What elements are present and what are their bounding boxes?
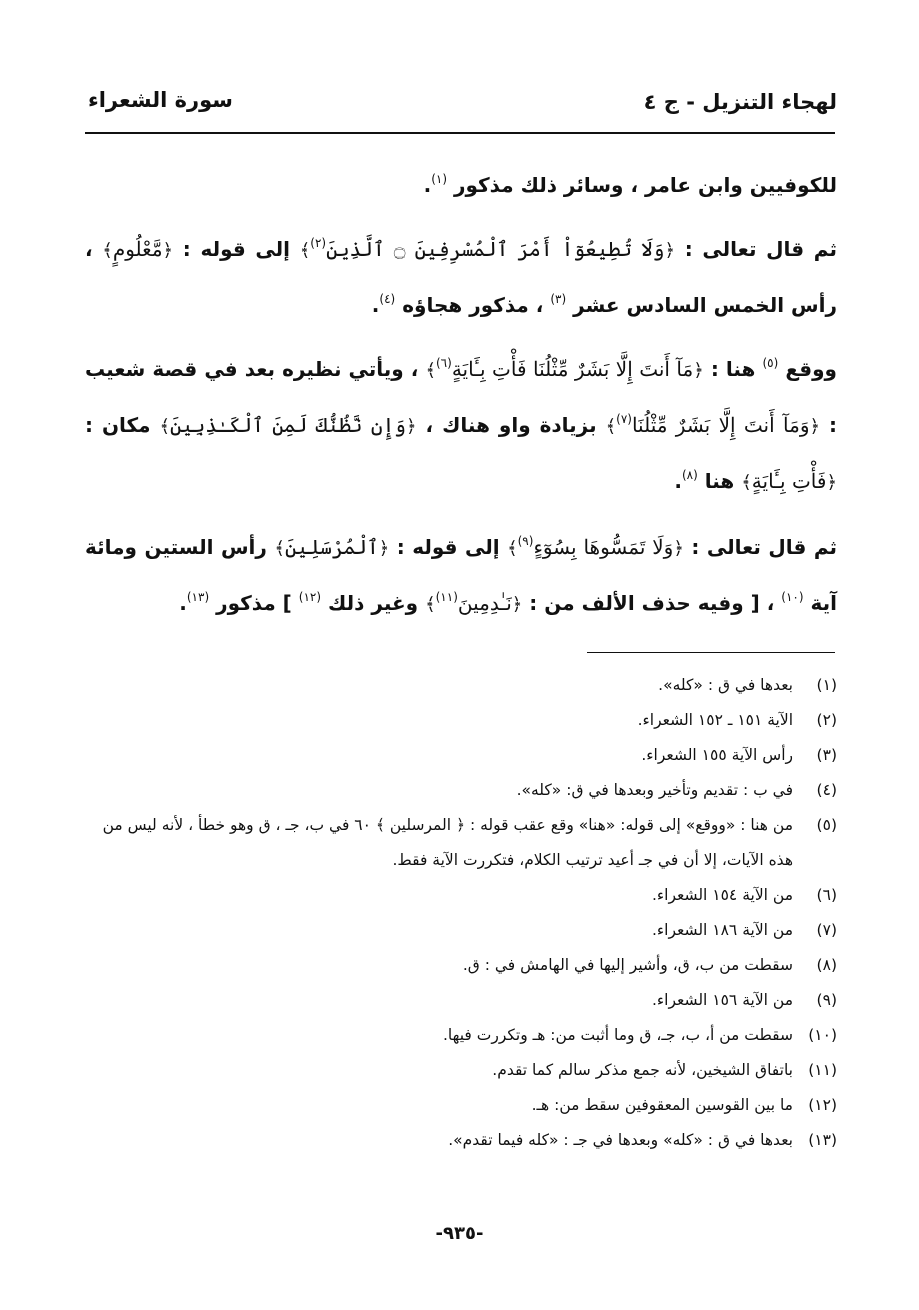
paragraph-1 xyxy=(85,158,837,212)
footnote-text: في ب : تقديم وتأخير وبعدها في ق: «كله». xyxy=(516,781,793,799)
footnote-text: ما بين القوسين المعقوفين سقط من: هـ. xyxy=(531,1096,793,1114)
running-header-surah: سورة الشعراء xyxy=(88,88,233,112)
footnotes xyxy=(85,668,837,1158)
footnote-text: بعدها في ق : «كله» وبعدها في جـ : «كله فيما تقدم». xyxy=(448,1131,793,1149)
note-ref: (٨) xyxy=(681,468,698,482)
text: ووقع xyxy=(785,357,837,381)
text: للكوفيين وابن عامر ، وسائر ذلك مذكور xyxy=(453,173,837,197)
ornate-bracket-close: ﴾ xyxy=(159,416,171,437)
text: ، مذكور هجاؤه xyxy=(402,293,544,317)
note-ref: (١) xyxy=(431,172,448,186)
footnote xyxy=(85,913,837,948)
ornate-bracket-close: ﴾ xyxy=(299,240,311,261)
footnote-text: رأس الآية ١٥٥ الشعراء. xyxy=(641,746,793,764)
ornate-bracket-open: ﴿ xyxy=(693,360,704,381)
text: بزيادة واو هناك ، xyxy=(425,413,597,437)
ornate-bracket-open: ﴿ xyxy=(162,240,174,261)
footnote-number: (٩) xyxy=(816,991,837,1009)
running-header-book-title: لهجاء التنزيل - ج ٤ xyxy=(643,90,837,114)
footnote xyxy=(85,1123,837,1158)
footnote-text: سقطت من ب، ق، وأشير إليها في الهامش في : ق. xyxy=(462,956,793,974)
ornate-bracket-close: ﴾ xyxy=(425,594,436,615)
note-ref: (٣) xyxy=(550,292,567,306)
footnote xyxy=(85,878,837,913)
footnote xyxy=(85,1018,837,1053)
quran-quote: مَآ أَنتَ إِلَّا بَشَرٌ مِّثْلُنَا فَأْتِ بِـَٔايَةٍ xyxy=(451,357,694,381)
footnote-number: (١١) xyxy=(808,1061,837,1079)
ornate-bracket-close: ﴾ xyxy=(102,240,113,261)
ornate-bracket-open: ﴿ xyxy=(406,416,417,437)
text: ، رأس الخمس السادس عشر xyxy=(85,237,837,317)
footnote-number: (٤) xyxy=(816,781,837,799)
footnote-text: باتفاق الشيخين، لأنه جمع مذكر سالم كما تقدم. xyxy=(492,1061,793,1079)
paragraph-4 xyxy=(85,520,837,632)
footnote xyxy=(85,1053,837,1088)
ornate-bracket-open: ﴿ xyxy=(809,416,821,437)
ornate-bracket-close: ﴾ xyxy=(507,538,518,559)
ornate-bracket-open: ﴿ xyxy=(664,240,676,261)
footnote-number: (٣) xyxy=(816,746,837,764)
text: . xyxy=(674,469,682,493)
footnote-text: بعدها في ق : «كله». xyxy=(658,676,793,694)
ornate-bracket-close: ﴾ xyxy=(605,416,617,437)
text: ] مذكور xyxy=(216,591,292,615)
footnote-number: (٦) xyxy=(816,886,837,904)
footnote xyxy=(85,948,837,983)
text: . xyxy=(179,591,187,615)
header-rule xyxy=(85,132,835,134)
text: مكان : xyxy=(85,413,151,437)
note-ref: (٥) xyxy=(762,356,779,370)
quran-quote: مَّعْلُومٍ xyxy=(112,237,163,261)
ornate-bracket-close: ﴾ xyxy=(274,538,285,559)
footnote xyxy=(85,773,837,808)
paragraph-3 xyxy=(85,342,837,510)
footnote-text: من الآية ١٥٤ الشعراء. xyxy=(651,886,793,904)
main-text xyxy=(85,158,837,642)
text: ثم قال تعالى : xyxy=(691,535,838,559)
footnote-text: من هنا : «ووقع» إلى قوله: «هنا» وقع عقب قوله : ﴿ المرسلين ﴾ ٦٠ في ب، جـ ، ق وهو خطأ ، لأنه ليس من هذه الآيات، إلا أن في جـ أعيد ترتيب الكلام، فتكررت الآية فقط. xyxy=(102,816,793,869)
footnote-text: سقطت من أ، ب، جـ، ق وما أثبت من: هـ وتكررت فيها. xyxy=(442,1026,793,1044)
text: ، ويأتي نظيره بعد في قصة شعيب : xyxy=(85,357,837,437)
footnote xyxy=(85,703,837,738)
quran-quote: وَلَا تَمَسُّوهَا بِسُوٓءٍ xyxy=(533,535,674,559)
quran-quote: فَأْتِ بِـَٔايَةٍ xyxy=(751,469,827,493)
text: إلى قوله : xyxy=(182,237,291,261)
footnote xyxy=(85,1088,837,1123)
text: وغير ذلك xyxy=(328,591,419,615)
ornate-bracket-open: ﴿ xyxy=(826,472,837,493)
note-ref: (١٠) xyxy=(781,590,804,604)
footnote-text: من الآية ١٨٦ الشعراء. xyxy=(651,921,793,939)
ornate-bracket-open: ﴿ xyxy=(511,594,523,615)
footnote-rule xyxy=(587,652,835,653)
text: ثم قال تعالى : xyxy=(684,237,837,261)
quran-quote: نَـٰدِمِينَ xyxy=(457,591,512,615)
quran-quote: وَلَا تُطِيعُوٓاْ أَمْرَ ٱلْمُسْرِفِينَ ۝ ٱلَّذِينَ xyxy=(326,237,665,261)
ornate-bracket-open: ﴿ xyxy=(378,538,390,559)
footnote xyxy=(85,983,837,1018)
footnote-text: من الآية ١٥٦ الشعراء. xyxy=(651,991,793,1009)
footnote-number: (١٠) xyxy=(808,1026,837,1044)
note-ref: (٤) xyxy=(379,292,396,306)
quran-quote: وَمَآ أَنتَ إِلَّا بَشَرٌ مِّثْلُنَا xyxy=(631,413,810,437)
note-ref: (٩) xyxy=(517,534,534,548)
footnote xyxy=(85,808,837,878)
footnote-number: (١٣) xyxy=(808,1131,837,1149)
page-number: -٩٣٥- xyxy=(435,1223,484,1244)
text: هنا xyxy=(704,469,735,493)
text: . xyxy=(371,293,380,317)
text: ، [ وفيه حذف الألف من : xyxy=(529,591,775,615)
note-ref: (١١) xyxy=(435,590,458,604)
text: إلى قوله : xyxy=(396,535,500,559)
footnote-number: (٥) xyxy=(816,816,837,834)
quran-quote: وَإِن نَّظُنُّكَ لَمِنَ ٱلْكَـٰذِبِينَ xyxy=(170,413,407,437)
ornate-bracket-close: ﴾ xyxy=(741,472,752,493)
note-ref: (١٢) xyxy=(298,590,322,604)
footnote-number: (٨) xyxy=(816,956,837,974)
footnote-text: الآية ١٥١ ـ ١٥٢ الشعراء. xyxy=(637,711,793,729)
note-ref: (٦) xyxy=(435,356,452,370)
paragraph-2 xyxy=(85,222,837,332)
note-ref: (٢) xyxy=(310,236,327,250)
footnote-number: (١٢) xyxy=(808,1096,837,1114)
text: هنا : xyxy=(710,357,756,381)
ornate-bracket-close: ﴾ xyxy=(425,360,436,381)
note-ref: (٧) xyxy=(616,412,632,426)
note-ref: (١٣) xyxy=(186,590,210,604)
ornate-bracket-open: ﴿ xyxy=(673,538,684,559)
quran-quote: ٱلْمُرْسَلِينَ xyxy=(284,535,379,559)
footnote xyxy=(85,738,837,773)
footnote-number: (٧) xyxy=(816,921,837,939)
text: . xyxy=(423,173,432,197)
footnote-number: (٢) xyxy=(816,711,837,729)
footnote-number: (١) xyxy=(816,676,837,694)
footnote xyxy=(85,668,837,703)
text: رأس الستين ومائة آية xyxy=(85,535,837,615)
